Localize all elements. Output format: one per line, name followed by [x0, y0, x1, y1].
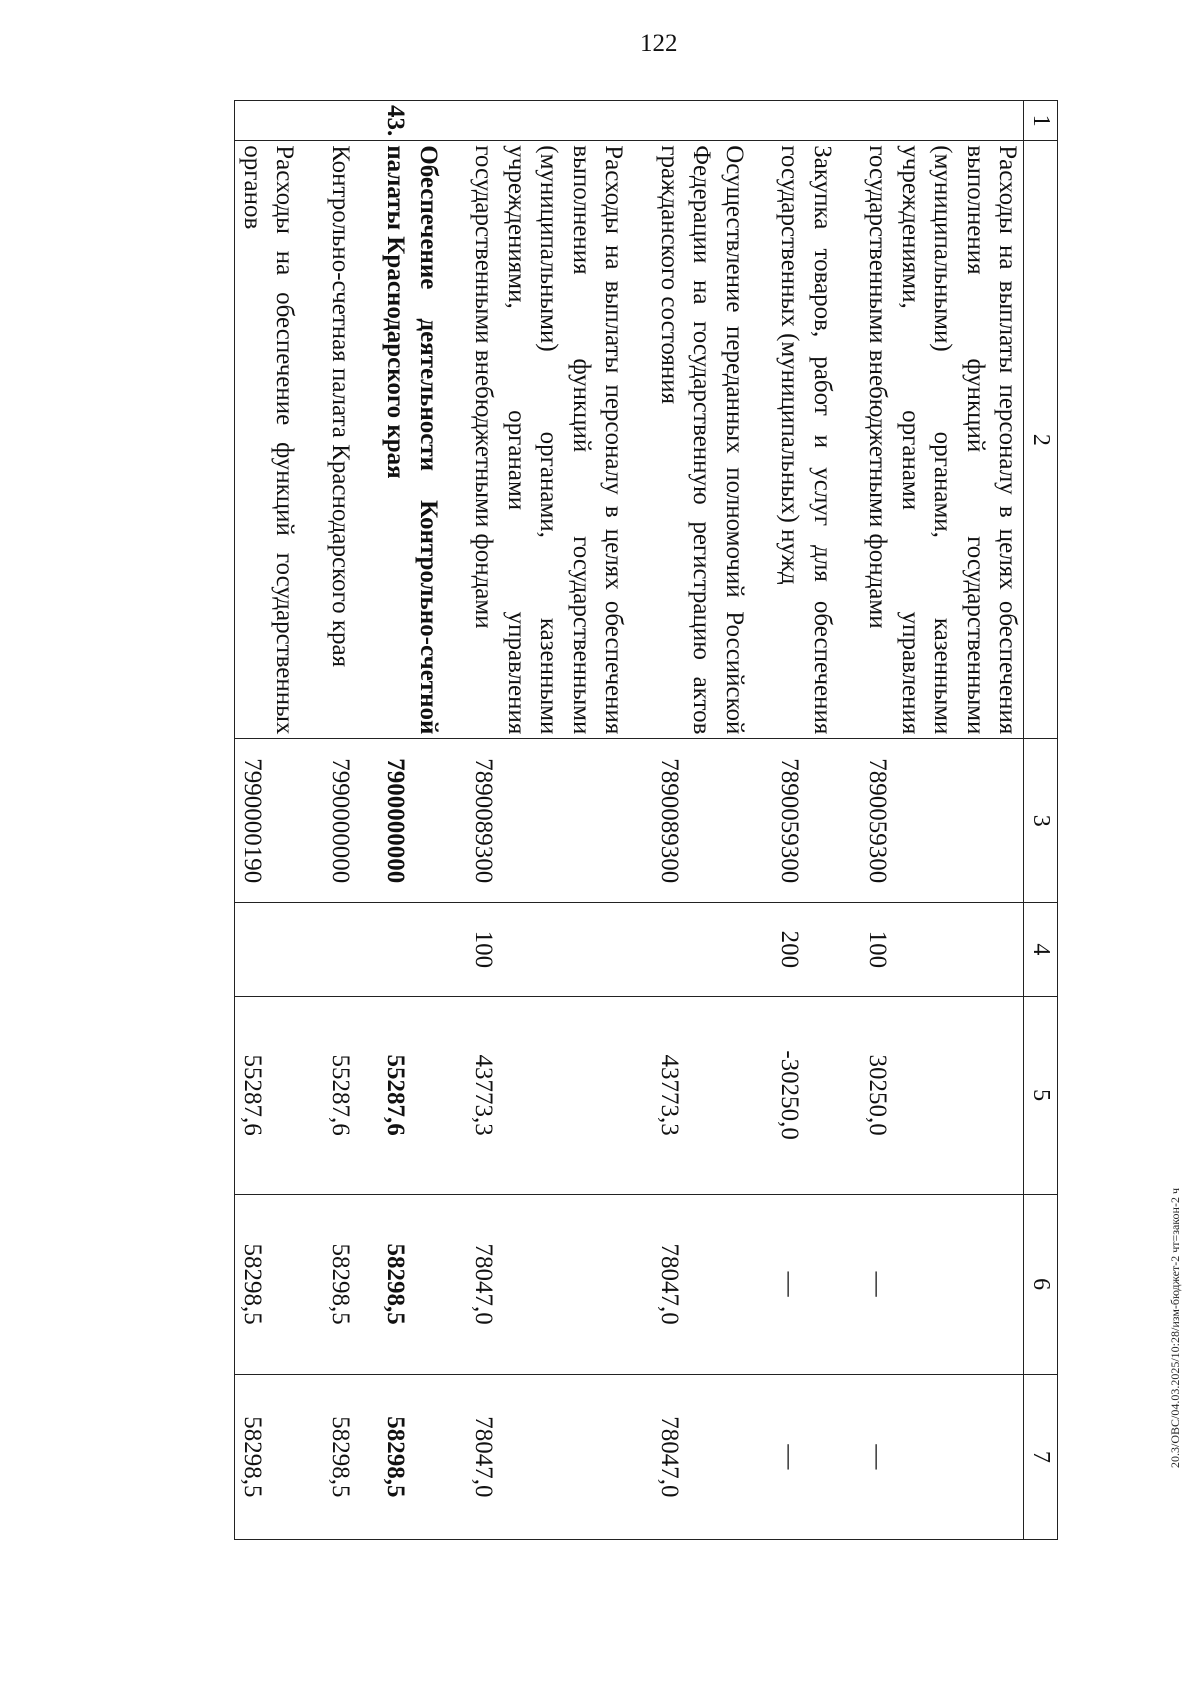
row-value-7: 78047,0: [467, 1374, 630, 1539]
page-number: 122: [640, 30, 678, 57]
row-value-6: 58298,5: [379, 1194, 444, 1374]
row-code: 7890089300: [467, 739, 630, 903]
row-gap: [630, 101, 653, 1540]
header-row: [1024, 101, 1058, 1540]
row-expense-kind: 100: [467, 903, 630, 997]
row-gap: [301, 101, 324, 1540]
row-value-6: 58298,5: [324, 1194, 357, 1374]
row-value-5: 55287,6: [324, 996, 357, 1194]
row-expense-kind: [653, 903, 751, 997]
row-value-7: —: [861, 1374, 1024, 1539]
row-code: 7890059300: [861, 739, 1024, 903]
col-header-6: 6: [1024, 1194, 1058, 1374]
row-description: Обеспечение деятельности Контрольно-счетной палаты Краснодарского края: [379, 141, 444, 739]
row-value-6: 78047,0: [653, 1194, 751, 1374]
table-row: [235, 101, 301, 1540]
row-expense-kind: [235, 903, 301, 997]
row-number: [467, 101, 630, 141]
row-code: 7990000190: [235, 739, 301, 903]
table-row: [861, 101, 1024, 1540]
row-number: [861, 101, 1024, 141]
row-value-7: 58298,5: [379, 1374, 444, 1539]
row-code: 7990000000: [324, 739, 357, 903]
row-number: [324, 101, 357, 141]
row-value-6: —: [861, 1194, 1024, 1374]
row-expense-kind: 200: [773, 903, 838, 997]
table-row-section-43: [379, 101, 444, 1540]
row-number: [773, 101, 838, 141]
row-value-5: -30250,0: [773, 996, 838, 1194]
row-expense-kind: 100: [861, 903, 1024, 997]
row-gap: [356, 101, 379, 1540]
table-row: [467, 101, 630, 1540]
row-value-6: —: [773, 1194, 838, 1374]
row-number: [653, 101, 751, 141]
row-gap: [750, 101, 773, 1540]
row-value-5: 43773,3: [467, 996, 630, 1194]
row-value-7: 78047,0: [653, 1374, 751, 1539]
row-value-5: 55287,6: [235, 996, 301, 1194]
col-header-5: 5: [1024, 996, 1058, 1194]
row-number: 43.: [379, 101, 444, 141]
row-description: Осуществление переданных полномочий Российской Федерации на государственную регистрацию актов гражданского состояния: [653, 141, 751, 739]
budget-table: [235, 100, 1059, 1540]
col-header-7: 7: [1024, 1374, 1058, 1539]
row-gap: [444, 101, 467, 1540]
row-value-7: 58298,5: [324, 1374, 357, 1539]
table-row: [773, 101, 838, 1540]
row-description: Закупка товаров, работ и услуг для обеспечения государственных (муниципальных) нужд: [773, 141, 838, 739]
row-expense-kind: [324, 903, 357, 997]
row-description: Контрольно-счетная палата Краснодарского края: [324, 141, 357, 739]
row-description: Расходы на выплаты персоналу в целях обеспечения выполнения функций государственными (муниципальными) органами, казенными учреждениями, органами управления государственными внебюджетными фондами: [467, 141, 630, 739]
row-value-6: 58298,5: [235, 1194, 301, 1374]
row-expense-kind: [379, 903, 444, 997]
row-value-7: —: [773, 1374, 838, 1539]
row-gap: [838, 101, 861, 1540]
row-value-5: 55287,6: [379, 996, 444, 1194]
row-code: 7900000000: [379, 739, 444, 903]
row-number: [235, 101, 301, 141]
table-row: [324, 101, 357, 1540]
col-header-1: 1: [1024, 101, 1058, 141]
row-description: Расходы на обеспечение функций государственных органов: [235, 141, 301, 739]
rotated-table-wrapper: [178, 100, 1058, 1540]
row-value-5: 43773,3: [653, 996, 751, 1194]
col-header-2: 2: [1024, 141, 1058, 739]
col-header-4: 4: [1024, 903, 1058, 997]
row-code: 7890089300: [653, 739, 751, 903]
document-footer-code: 20.3/ОВС/04.03.2025/10:28/изм-бюджет-2 чт=закон-2 ч: [1168, 1188, 1182, 1468]
col-header-3: 3: [1024, 739, 1058, 903]
table-row: [653, 101, 751, 1540]
row-value-7: 58298,5: [235, 1374, 301, 1539]
row-value-6: 78047,0: [467, 1194, 630, 1374]
row-value-5: 30250,0: [861, 996, 1024, 1194]
row-description: Расходы на выплаты персоналу в целях обеспечения выполнения функций государственными (муниципальными) органами, казенными учреждениями, органами управления государственными внебюджетными фондами: [861, 141, 1024, 739]
row-code: 7890059300: [773, 739, 838, 903]
